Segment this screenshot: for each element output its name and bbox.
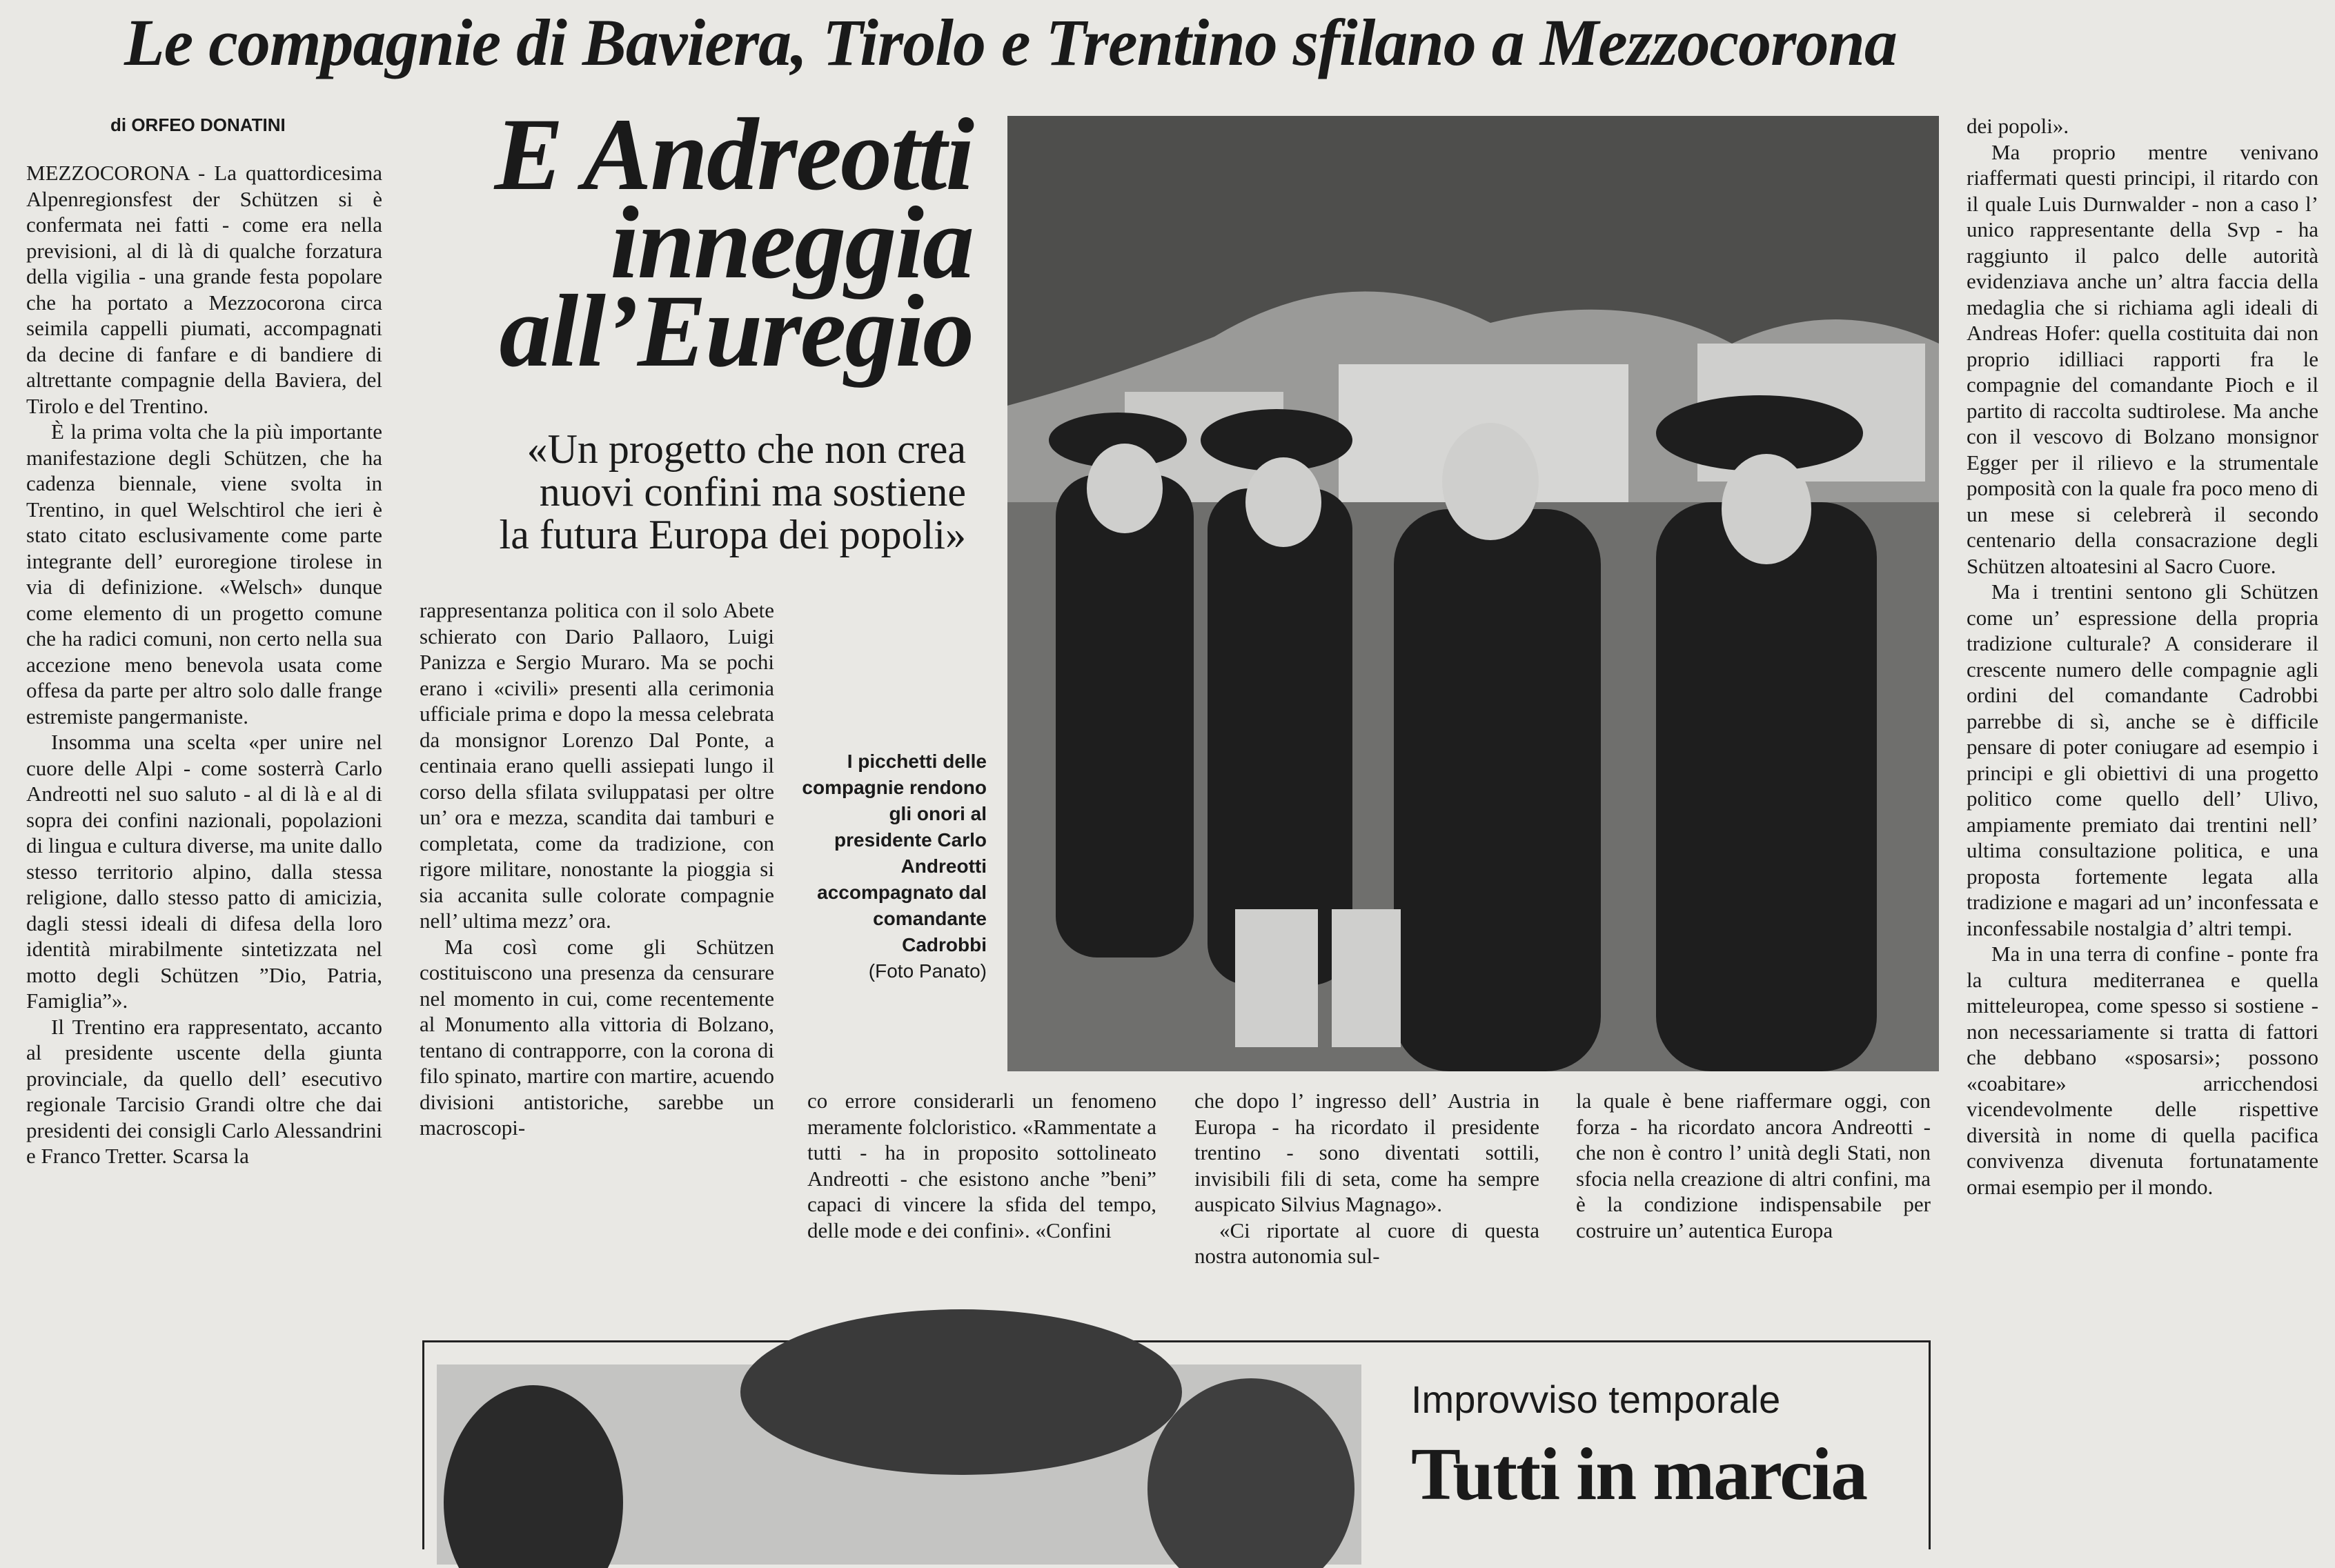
paragraph: dei popoli». <box>1967 114 2069 138</box>
paragraph: È la prima volta che la più importante manifestazione degli Schützen, che ha cadenza biennale, viene svolta in Trentino, in quel Welschtirol che ieri è stato citato esclusivamente come parte integrante dell’ euroregione tirolese in via di definizione. «Welsch» dunque come elemento di un progetto comune che ha radici comuni, non certo nella sua accezione meno benevola usata come offesa da parte per altro solo dalle frange estremiste pangermaniste. <box>26 419 382 728</box>
related-article-kicker: Improvviso temporale <box>1411 1378 1781 1421</box>
subhead-line-1: «Un progetto che non crea <box>526 426 966 472</box>
article-column-3 <box>807 1088 1156 1295</box>
headline-line-3: all’Euregio <box>499 274 973 388</box>
subhead-line-3: la futura Europa dei popoli» <box>499 512 966 557</box>
related-article-title: Tutti in marcia <box>1411 1433 1867 1516</box>
paragraph: «Ci riportate al cuore di questa nostra autonomia sul- <box>1194 1218 1539 1268</box>
paragraph: rappresentanza politica con il solo Abete schierato con Dario Pallaoro, Luigi Panizza e Sergio Muraro. Ma se pochi erano i «civili» presenti alla cerimonia ufficiale prima e dopo la messa celebrata da monsignor Lorenzo Dal Ponte, a centinaia erano quelli assiepati lungo il corso della sfilata sviluppatasi per oltre un’ ora e mezza, scandita dai tamburi e completata, come da tradizione, con rigore militare, nonostante la pioggia si sia accanita sulle colorate compagnie nell’ ultima mezz’ ora. <box>420 598 774 933</box>
article-column-1 <box>26 160 382 1512</box>
subhead <box>414 428 966 556</box>
article-photo <box>1007 116 1939 1071</box>
paragraph: Ma proprio mentre venivano riaffermati questi principi, il ritardo con il quale Luis Durnwalder - non a caso l’ unico rappresentante della Svp - ha raggiunto il palco delle autorità evidenziava anche un’ altra faccia della medaglia che si richiama agli ideali di Andreas Hofer: quella costituita dai non proprio idilliaci rapporti fra le compagnie del comandante Pioch e il partito di raccolta sudtirolese. Ma anche con il vescovo di Bolzano monsignor Egger per il rilievo e la strumentale pomposità con la quale fra poco meno di un mese si celebrerà il secondo centenario della consacrazione degli Schützen altoatesini al Sacro Cuore. <box>1967 139 2318 578</box>
paragraph: MEZZOCORONA - La quattordicesima Alpenregionsfest der Schützen si è confermata nei fatti - come era nella previsioni, al di là di qualche forzatura della vigilia - una grande festa popolare che ha portato a Mezzocorona circa seimila cappelli piumati, accompagnati da decine di fanfare e di bandiere di altrettante compagnie della Baviera, del Tirolo e del Trentino. <box>26 161 382 418</box>
paragraph: Ma così come gli Schützen costituiscono una presenza da censurare nel momento in cui, come recentemente al Monumento alla vittoria di Bolzano, tentano di contrapporre, con la corona di filo spinato, martire con martire, acuendo divisioni antistoriche, sarebbe un macroscopi- <box>420 934 774 1140</box>
byline: di ORFEO DONATINI <box>110 115 286 135</box>
article-column-4 <box>1194 1088 1539 1295</box>
related-article-photo <box>437 1364 1361 1565</box>
headline-line-1: E Andreotti <box>494 97 973 212</box>
paragraph: Insomma una scelta «per unire nel cuore delle Alpi - come sosterrà Carlo Andreotti nel suo saluto - al di là e al di sopra dei confini nazionali, popolazioni di lingua e cultura diverse, ma unite dallo stesso territorio alpino, dalla stessa religione, dallo stesso patto di amicizia, dagli stessi ideali di difesa della loro identità mirabilmente sintetizzata nel motto degli Schützen ”Dio, Patria, Famiglia”». <box>26 730 382 1013</box>
related-article-box <box>422 1340 1931 1549</box>
article-column-6 <box>1967 113 2318 1486</box>
headline <box>435 97 973 388</box>
paragraph: la quale è bene riaffermare oggi, con forza - ha ricordato ancora Andreotti - che non è contro l’ unità degli Stati, non sfocia nella creazione di altri confini, ma è la condizione indispensabile per costruire un’ autentica Europa <box>1576 1089 1931 1242</box>
photo-caption <box>794 748 987 984</box>
headline-line-2: inneggia <box>610 186 973 300</box>
related-photo-illustration <box>437 1364 1361 1565</box>
paragraph: Ma in una terra di confine - ponte fra la cultura mediterranea e quella mitteleuropea, come spesso si sostiene - non necessariamente si tratta di fattori che debbano «sposarsi»; possono «coabitare» arricchendosi vicendevolmente delle rispettive diversità in nome di quella pacifica convivenza divenuta fortunatamente ormai esempio per il mondo. <box>1967 942 2318 1199</box>
paragraph: Ma i trentini sentono gli Schützen come un’ espressione della propria tradizione culturale? A considerare il crescente numero delle compagnie agli ordini del comandante Cadrobbi parrebbe di sì, anche se è difficile pensare di poter coniugare ad esempio i principi e gli obiettivi di una progetto politico come quello dell’ Ulivo, ampiamente premiato dai trentini nell’ ultima consultazione politica, e una proposta fortemente legata alla tradizione e magari ad un’ inconfessata e inconfessabile nostalgia d’ altri tempi. <box>1967 579 2318 940</box>
photo-credit: (Foto Panato) <box>868 960 987 982</box>
paragraph: Il Trentino era rappresentato, accanto al presidente uscente della giunta provinciale, da quello dell’ esecutivo regionale Tarcisio Grandi oltre che dai presidenti dei consigli Carlo Alessandrini e Franco Tretter. Scarsa la <box>26 1014 382 1168</box>
supertitle: Le compagnie di Baviera, Tirolo e Trentino sfilano a Mezzocorona <box>124 6 1897 79</box>
article-column-2 <box>420 597 774 1140</box>
subhead-line-2: nuovi confini ma sostiene <box>539 469 966 515</box>
paragraph: co errore considerarli un fenomeno meramente folcloristico. «Rammentate a tutti - ha in proposito sottolineato Andreotti - che esistono anche ”beni” capaci di vincere la sfida del tempo, delle mode e dei confini». «Confini <box>807 1089 1156 1242</box>
paragraph: che dopo l’ ingresso dell’ Austria in Europa - ha ricordato il presidente trentino - sono diventati sottili, invisibili fili di seta, come ha sempre auspicato Silvius Magnago». <box>1194 1089 1539 1216</box>
article-column-5 <box>1576 1088 1931 1295</box>
photo-illustration <box>1007 116 1939 1071</box>
caption-text: I picchetti delle compagnie rendono gli onori al presidente Carlo Andreotti accompagnato dal comandante Cadrobbi <box>802 751 987 955</box>
